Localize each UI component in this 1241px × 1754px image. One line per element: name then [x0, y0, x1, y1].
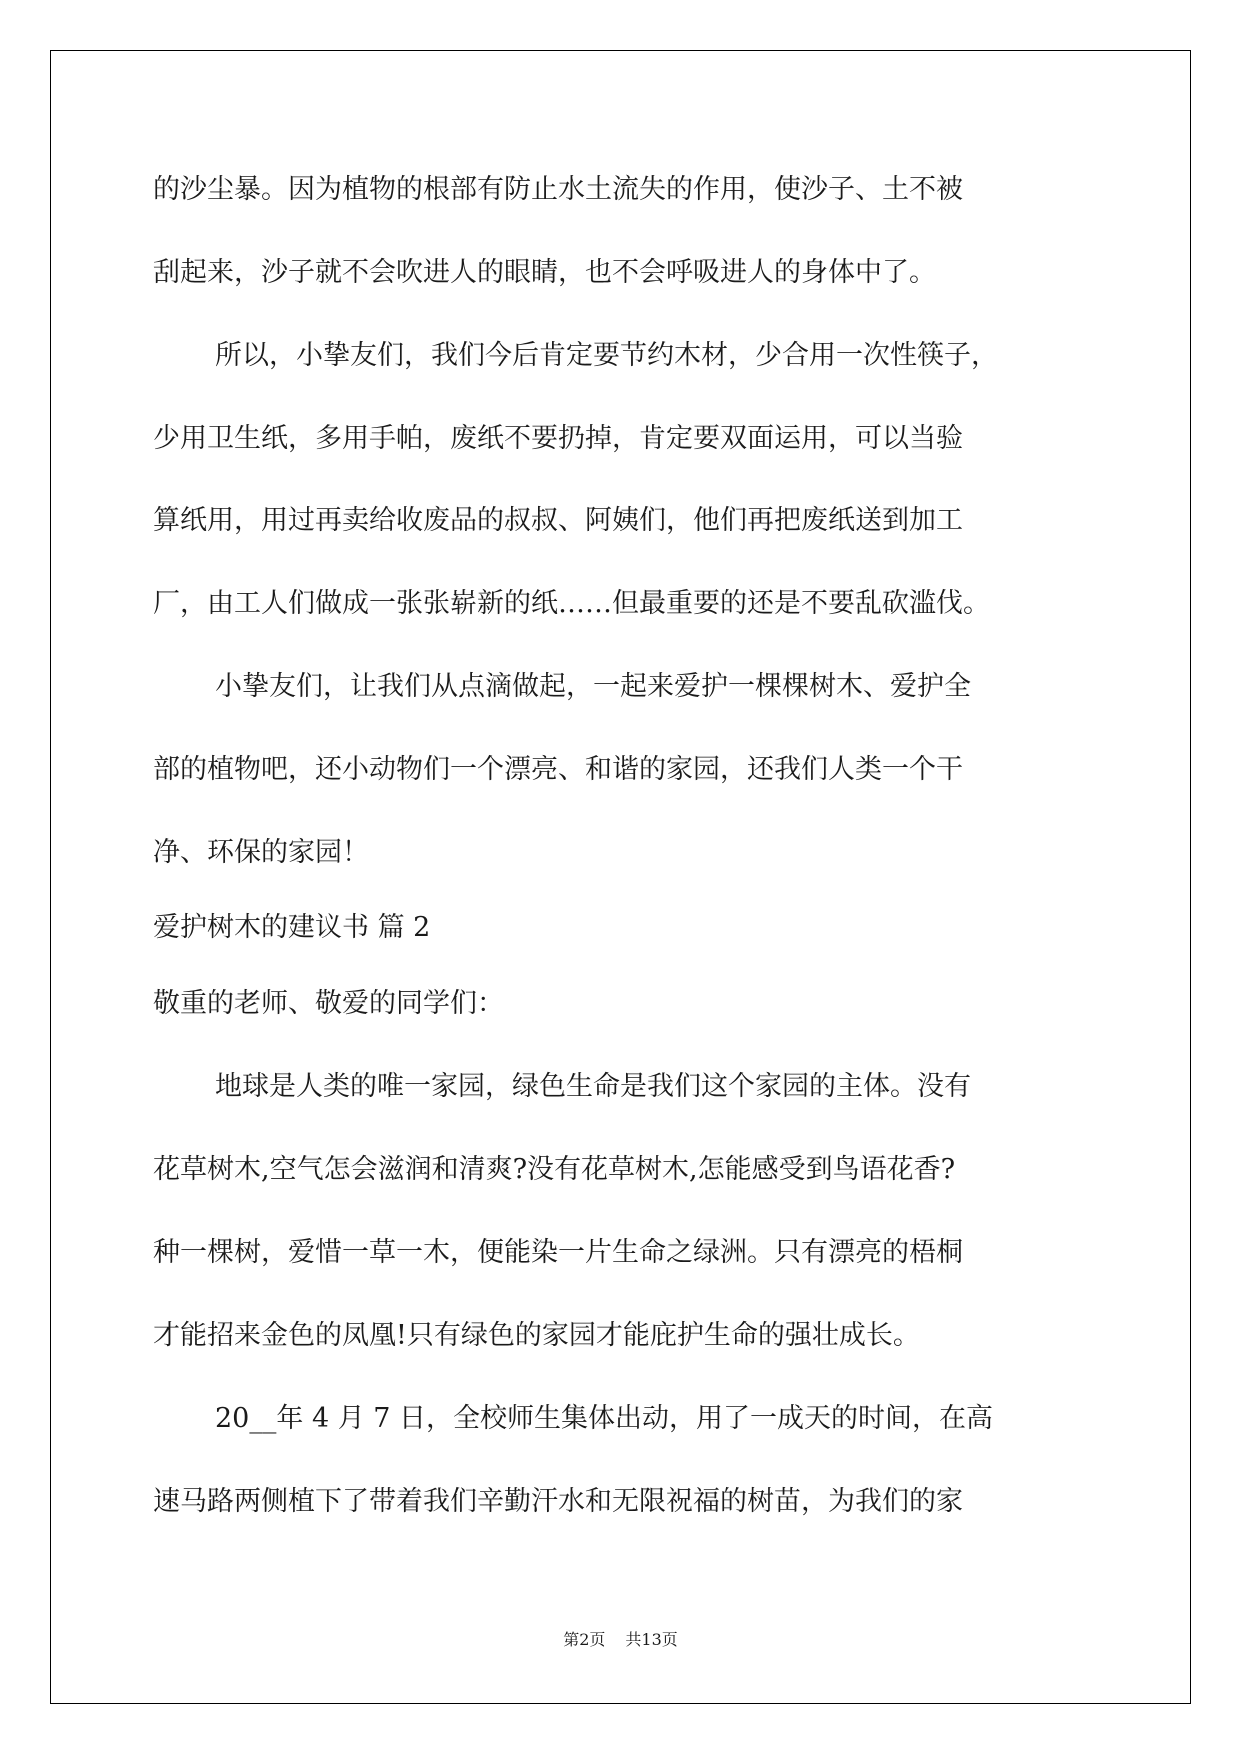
body-line: 花草树木,空气怎会滋润和清爽?没有花草树木,怎能感受到鸟语花香?: [153, 1154, 956, 1185]
body-line: 才能招来金色的凤凰!只有绿色的家园才能庇护生命的强壮成长。: [153, 1320, 920, 1351]
body-line: 的沙尘暴。因为植物的根部有防止水土流失的作用，使沙子、土不被: [153, 174, 963, 205]
page-footer: [0, 1630, 1241, 1650]
body-line: 速马路两侧植下了带着我们辛勤汗水和无限祝福的树苗，为我们的家: [153, 1486, 963, 1517]
body-line: 20__年 4 月 7 日，全校师生集体出动，用了一成天的时间，在高: [215, 1403, 994, 1434]
salutation: 敬重的老师、敬爱的同学们：: [153, 988, 504, 1019]
page-number: 第2页: [563, 1630, 606, 1649]
page-border: [50, 50, 1191, 1704]
body-line: 厂，由工人们做成一张张崭新的纸……但最重要的还是不要乱砍滥伐。: [153, 588, 990, 619]
body-line: 种一棵树，爱惜一草一木，便能染一片生命之绿洲。只有漂亮的梧桐: [153, 1237, 963, 1268]
body-line: 小挚友们，让我们从点滴做起，一起来爱护一棵棵树木、爱护全: [215, 671, 971, 702]
body-line: 算纸用，用过再卖给收废品的叔叔、阿姨们，他们再把废纸送到加工: [153, 505, 963, 536]
body-line: 地球是人类的唯一家园，绿色生命是我们这个家园的主体。没有: [215, 1071, 971, 1102]
body-line: 净、环保的家园！: [153, 837, 369, 868]
body-line: 刮起来，沙子就不会吹进人的眼睛，也不会呼吸进人的身体中了。: [153, 257, 936, 288]
section-heading: 爱护树木的建议书 篇 2: [153, 912, 431, 943]
page-total: 共13页: [625, 1630, 678, 1649]
body-line: 所以，小挚友们，我们今后肯定要节约木材，少合用一次性筷子，: [215, 340, 998, 371]
body-line: 部的植物吧，还小动物们一个漂亮、和谐的家园，还我们人类一个干: [153, 754, 963, 785]
body-line: 少用卫生纸，多用手帕，废纸不要扔掉，肯定要双面运用，可以当验: [153, 423, 963, 454]
